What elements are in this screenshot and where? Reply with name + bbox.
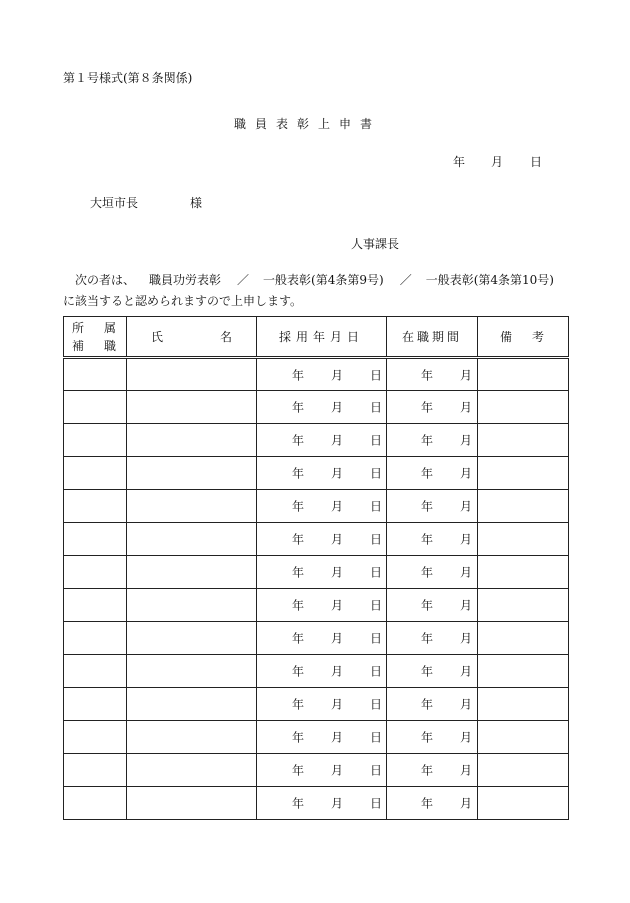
year-label: 年 — [292, 368, 305, 382]
day-label: 日 — [370, 565, 383, 580]
name-cell[interactable] — [127, 358, 257, 391]
day-label: 日 — [370, 697, 383, 712]
department-cell[interactable] — [64, 589, 127, 622]
header-remarks-char: 考 — [531, 330, 544, 344]
name-cell[interactable] — [127, 655, 257, 688]
option-separator: ／ — [237, 273, 250, 287]
addressee-name: 大垣市長 — [90, 196, 139, 210]
year-label: 年 — [292, 763, 305, 778]
tenure-cell[interactable] — [387, 589, 478, 622]
header-tenure-label: 在職期間 — [401, 330, 462, 344]
month-label: 月 — [331, 796, 344, 811]
hire-date-cell[interactable] — [257, 358, 387, 391]
header-name-char: 氏 — [151, 330, 164, 344]
year-label: 年 — [292, 466, 305, 481]
remarks-cell[interactable] — [478, 424, 569, 457]
year-label: 年 — [421, 368, 434, 382]
remarks-cell[interactable] — [478, 721, 569, 754]
month-label: 月 — [331, 499, 344, 514]
year-label: 年 — [292, 730, 305, 745]
body-line-2: に該当すると認められますので上申します。 — [63, 294, 303, 308]
page-title: 職員表彰上申書 — [234, 117, 382, 131]
name-cell[interactable] — [127, 523, 257, 556]
department-cell[interactable] — [64, 490, 127, 523]
remarks-cell[interactable] — [478, 688, 569, 721]
remarks-cell[interactable] — [478, 490, 569, 523]
month-label: 月 — [460, 499, 473, 514]
month-label: 月 — [460, 763, 473, 778]
year-label: 年 — [292, 631, 305, 646]
addressee-honorific: 様 — [190, 196, 203, 210]
tenure-cell[interactable] — [387, 391, 478, 424]
day-label: 日 — [370, 466, 383, 481]
month-label: 月 — [460, 598, 473, 613]
remarks-cell[interactable] — [478, 787, 569, 820]
name-cell[interactable] — [127, 556, 257, 589]
day-label: 日 — [370, 796, 383, 811]
day-label: 日 — [370, 763, 383, 778]
hire-date-cell[interactable] — [257, 787, 387, 820]
remarks-cell[interactable] — [478, 523, 569, 556]
department-cell[interactable] — [64, 787, 127, 820]
remarks-cell[interactable] — [478, 622, 569, 655]
month-label: 月 — [331, 730, 344, 745]
table-body — [64, 358, 569, 820]
award-option-3: 一般表彰(第4条第10号) — [425, 273, 554, 287]
month-label: 月 — [460, 466, 473, 481]
year-label: 年 — [292, 697, 305, 712]
hire-date-cell[interactable] — [257, 523, 387, 556]
year-label: 年 — [421, 400, 434, 415]
department-cell[interactable] — [64, 457, 127, 490]
tenure-cell[interactable] — [387, 622, 478, 655]
month-label: 月 — [460, 697, 473, 712]
month-label: 月 — [460, 730, 473, 745]
month-label: 月 — [460, 368, 473, 382]
year-label: 年 — [421, 796, 434, 811]
month-label: 月 — [331, 598, 344, 613]
year-label: 年 — [421, 598, 434, 613]
year-label: 年 — [421, 466, 434, 481]
day-label: 日 — [370, 400, 383, 415]
department-cell[interactable] — [64, 523, 127, 556]
day-label: 日 — [370, 499, 383, 514]
tenure-cell[interactable] — [387, 424, 478, 457]
year-label: 年 — [421, 763, 434, 778]
table-row — [64, 589, 569, 622]
header-dept-char: 補 — [72, 338, 85, 353]
tenure-cell[interactable] — [387, 457, 478, 490]
body-intro: 次の者は、 — [75, 273, 136, 287]
year-label: 年 — [292, 664, 305, 679]
award-option-1: 職員功労表彰 — [149, 273, 222, 287]
date-day-label: 日 — [530, 155, 543, 169]
name-cell[interactable] — [127, 622, 257, 655]
table-row — [64, 688, 569, 721]
tenure-cell[interactable] — [387, 754, 478, 787]
form-number: 第１号様式(第８条関係) — [63, 71, 193, 85]
remarks-cell[interactable] — [478, 391, 569, 424]
hire-date-cell[interactable] — [257, 754, 387, 787]
department-cell[interactable] — [64, 721, 127, 754]
table-header-row — [64, 317, 569, 358]
header-hire-date-label: 採用年月日 — [278, 330, 364, 344]
tenure-cell[interactable] — [387, 688, 478, 721]
header-name — [127, 317, 257, 358]
table-row — [64, 490, 569, 523]
day-label: 日 — [370, 664, 383, 679]
month-label: 月 — [460, 664, 473, 679]
department-cell[interactable] — [64, 754, 127, 787]
department-cell[interactable] — [64, 391, 127, 424]
day-label: 日 — [370, 730, 383, 745]
date-year-label: 年 — [453, 155, 466, 169]
department-cell[interactable] — [64, 358, 127, 391]
tenure-cell[interactable] — [387, 556, 478, 589]
remarks-cell[interactable] — [478, 589, 569, 622]
year-label: 年 — [421, 499, 434, 514]
name-cell[interactable] — [127, 490, 257, 523]
name-cell[interactable] — [127, 721, 257, 754]
day-label: 日 — [370, 598, 383, 613]
year-label: 年 — [292, 499, 305, 514]
hire-date-cell[interactable] — [257, 622, 387, 655]
award-option-2: 一般表彰(第4条第9号) — [263, 273, 384, 287]
year-label: 年 — [421, 532, 434, 547]
month-label: 月 — [331, 763, 344, 778]
month-label: 月 — [460, 565, 473, 580]
date-month-label: 月 — [491, 155, 504, 169]
tenure-cell[interactable] — [387, 490, 478, 523]
year-label: 年 — [421, 631, 434, 646]
table-row — [64, 523, 569, 556]
hire-date-cell[interactable] — [257, 655, 387, 688]
month-label: 月 — [460, 796, 473, 811]
remarks-cell[interactable] — [478, 754, 569, 787]
month-label: 月 — [331, 631, 344, 646]
name-cell[interactable] — [127, 589, 257, 622]
month-label: 月 — [331, 400, 344, 415]
hire-date-cell[interactable] — [257, 424, 387, 457]
month-label: 月 — [331, 664, 344, 679]
table-row — [64, 754, 569, 787]
name-cell[interactable] — [127, 787, 257, 820]
year-label: 年 — [421, 664, 434, 679]
table-row — [64, 424, 569, 457]
month-label: 月 — [331, 466, 344, 481]
year-label: 年 — [421, 433, 434, 448]
header-remarks-char: 備 — [500, 330, 513, 344]
remarks-cell[interactable] — [478, 556, 569, 589]
month-label: 月 — [460, 532, 473, 547]
submitter-title: 人事課長 — [351, 237, 400, 251]
table-row — [64, 457, 569, 490]
table-row — [64, 622, 569, 655]
hire-date-cell[interactable] — [257, 391, 387, 424]
body-line-1 — [63, 271, 554, 288]
remarks-cell[interactable] — [478, 358, 569, 391]
tenure-cell[interactable] — [387, 523, 478, 556]
month-label: 月 — [460, 400, 473, 415]
header-remarks — [478, 317, 569, 358]
month-label: 月 — [331, 565, 344, 580]
table-row — [64, 721, 569, 754]
tenure-cell[interactable] — [387, 721, 478, 754]
table-row — [64, 556, 569, 589]
department-cell[interactable] — [64, 688, 127, 721]
name-cell[interactable] — [127, 424, 257, 457]
name-cell[interactable] — [127, 457, 257, 490]
name-cell[interactable] — [127, 391, 257, 424]
name-cell[interactable] — [127, 688, 257, 721]
table-row — [64, 391, 569, 424]
department-cell[interactable] — [64, 424, 127, 457]
tenure-cell[interactable] — [387, 655, 478, 688]
month-label: 月 — [460, 433, 473, 448]
year-label: 年 — [292, 598, 305, 613]
department-cell[interactable] — [64, 556, 127, 589]
option-separator: ／ — [399, 273, 412, 287]
header-dept-char: 職 — [103, 338, 116, 353]
table-row — [64, 655, 569, 688]
year-label: 年 — [292, 565, 305, 580]
hire-date-cell[interactable] — [257, 490, 387, 523]
month-label: 月 — [331, 697, 344, 712]
hire-date-cell[interactable] — [257, 457, 387, 490]
month-label: 月 — [331, 433, 344, 448]
day-label: 日 — [370, 368, 383, 382]
header-dept-char: 所 — [72, 320, 85, 335]
year-label: 年 — [421, 730, 434, 745]
year-label: 年 — [292, 796, 305, 811]
hire-date-cell[interactable] — [257, 589, 387, 622]
header-tenure — [387, 317, 478, 358]
name-cell[interactable] — [127, 754, 257, 787]
table-row — [64, 358, 569, 391]
department-cell[interactable] — [64, 655, 127, 688]
month-label: 月 — [331, 532, 344, 547]
hire-date-cell[interactable] — [257, 721, 387, 754]
month-label: 月 — [460, 631, 473, 646]
hire-date-cell[interactable] — [257, 688, 387, 721]
tenure-cell[interactable] — [387, 358, 478, 391]
year-label: 年 — [421, 697, 434, 712]
records-table — [63, 316, 569, 820]
header-department — [64, 317, 127, 358]
year-label: 年 — [292, 433, 305, 448]
day-label: 日 — [370, 433, 383, 448]
header-dept-char: 属 — [103, 320, 116, 335]
year-label: 年 — [292, 400, 305, 415]
year-label: 年 — [421, 565, 434, 580]
header-hire-date — [257, 317, 387, 358]
tenure-cell[interactable] — [387, 787, 478, 820]
year-label: 年 — [292, 532, 305, 547]
day-label: 日 — [370, 532, 383, 547]
month-label: 月 — [331, 368, 344, 382]
day-label: 日 — [370, 631, 383, 646]
hire-date-cell[interactable] — [257, 556, 387, 589]
remarks-cell[interactable] — [478, 457, 569, 490]
department-cell[interactable] — [64, 622, 127, 655]
header-name-char: 名 — [219, 330, 232, 344]
remarks-cell[interactable] — [478, 655, 569, 688]
table-row — [64, 787, 569, 820]
